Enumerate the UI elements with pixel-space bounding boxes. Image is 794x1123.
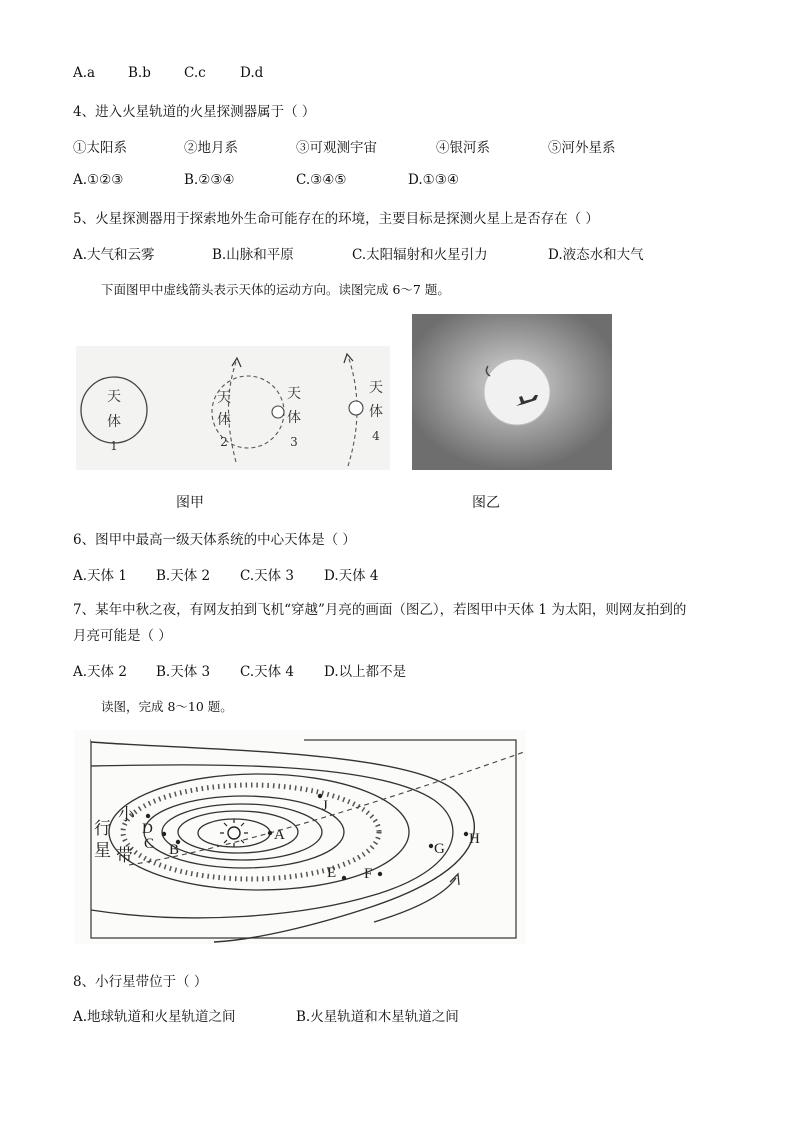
point-g-label: G xyxy=(434,841,445,857)
q3-option-d: D.d xyxy=(240,65,264,81)
intro-6-7: 下面图甲中虚线箭头表示天体的运动方向。读图完成 6～7 题。 xyxy=(101,282,450,297)
q5-option-a: A.大气和云雾 xyxy=(73,247,155,263)
body-1-label-a: 天 xyxy=(107,389,121,405)
orbit-figure-background xyxy=(74,730,526,944)
point-e-label: E xyxy=(327,865,337,881)
point-b-label: B xyxy=(169,842,180,858)
body-3-label-a: 天 xyxy=(287,386,301,402)
q3-option-c: C.c xyxy=(184,65,206,81)
point-j-label: J xyxy=(322,798,328,814)
belt-label-3: 星 xyxy=(94,841,111,861)
q4-item-3: ③可观测宇宙 xyxy=(296,140,377,156)
q4-option-b: B.②③④ xyxy=(184,172,235,188)
body-4-label-c: 4 xyxy=(372,429,380,443)
q4-item-5: ⑤河外星系 xyxy=(548,140,616,156)
figure-yi xyxy=(412,314,612,470)
moon xyxy=(484,359,550,425)
q6-option-c: C.天体 3 xyxy=(240,568,295,584)
q5-option-b: B.山脉和平原 xyxy=(212,247,294,263)
point-f-dot xyxy=(378,872,382,876)
q4-item-1: ①太阳系 xyxy=(73,140,127,156)
q8-stem: 8、小行星带位于（ ） xyxy=(73,974,208,990)
q3-option-a: A.a xyxy=(73,65,96,81)
point-f-label: F xyxy=(364,866,373,882)
q7-option-d: D.以上都不是 xyxy=(324,664,407,680)
q6-option-a: A.天体 1 xyxy=(73,568,127,584)
point-h-dot xyxy=(464,832,468,836)
q6-stem: 6、图甲中最高一级天体系统的中心天体是（ ） xyxy=(73,532,356,548)
q7-stem-line1: 7、某年中秋之夜，有网友拍到飞机“穿越”月亮的画面（图乙），若图甲中天体 1 为太阳，则网友拍到的 xyxy=(73,602,687,618)
body-2-label-b: 体 xyxy=(217,412,231,428)
figure-jia-caption: 图甲 xyxy=(176,495,204,511)
belt-label-4: 带 xyxy=(116,846,133,866)
body-1-label-b: 体 xyxy=(107,414,121,430)
body-1-label-c: 1 xyxy=(110,439,118,453)
body-3-label-b: 体 xyxy=(287,410,301,426)
point-c-label: C xyxy=(144,836,155,852)
point-h-label: H xyxy=(469,831,480,847)
point-e-dot xyxy=(342,876,346,880)
body-2-label-c: 2 xyxy=(220,435,228,449)
body-3-label-c: 3 xyxy=(290,435,298,449)
q3-option-b: B.b xyxy=(128,65,151,81)
body-4-circle xyxy=(349,401,363,415)
belt-label-2: 行 xyxy=(94,819,111,839)
q5-stem: 5、火星探测器用于探索地外生命可能存在的环境，主要目标是探测火星上是否存在（ ） xyxy=(73,211,599,227)
point-d-label: D xyxy=(142,821,153,837)
point-c-dot xyxy=(162,832,166,836)
q4-option-c: C.③④⑤ xyxy=(296,172,347,188)
point-g-dot xyxy=(429,844,433,848)
q5-option-c: C.太阳辐射和火星引力 xyxy=(352,247,488,263)
q7-option-c: C.天体 4 xyxy=(240,664,295,680)
q8-option-a: A.地球轨道和火星轨道之间 xyxy=(73,1009,236,1025)
q6-option-d: D.天体 4 xyxy=(324,568,379,584)
body-4-label-a: 天 xyxy=(369,380,383,396)
q4-item-2: ②地月系 xyxy=(184,140,238,156)
intro-8-10: 读图，完成 8～10 题。 xyxy=(101,699,233,714)
q6-option-b: B.天体 2 xyxy=(156,568,211,584)
q7-option-a: A.天体 2 xyxy=(73,664,127,680)
body-4-label-b: 体 xyxy=(369,404,383,420)
belt-label-1: 小 xyxy=(118,805,135,825)
q7-stem-line2: 月亮可能是（ ） xyxy=(73,628,172,644)
point-a-dot xyxy=(268,831,272,835)
q4-option-a: A.①②③ xyxy=(73,172,124,188)
point-d-dot xyxy=(146,814,150,818)
body-2-label-a: 天 xyxy=(217,390,231,406)
q4-stem: 4、进入火星轨道的火星探测器属于（ ） xyxy=(73,104,316,120)
point-a-label: A xyxy=(274,827,285,843)
figure-jia xyxy=(76,346,390,470)
q7-option-b: B.天体 3 xyxy=(156,664,211,680)
q4-option-d: D.①③④ xyxy=(408,172,459,188)
q8-option-b: B.火星轨道和木星轨道之间 xyxy=(296,1009,459,1025)
figure-yi-caption: 图乙 xyxy=(472,495,500,511)
q4-item-4: ④银河系 xyxy=(436,140,490,156)
q5-option-d: D.液态水和大气 xyxy=(548,247,644,263)
body-3-circle xyxy=(272,406,284,418)
solar-orbit-figure xyxy=(74,730,526,944)
